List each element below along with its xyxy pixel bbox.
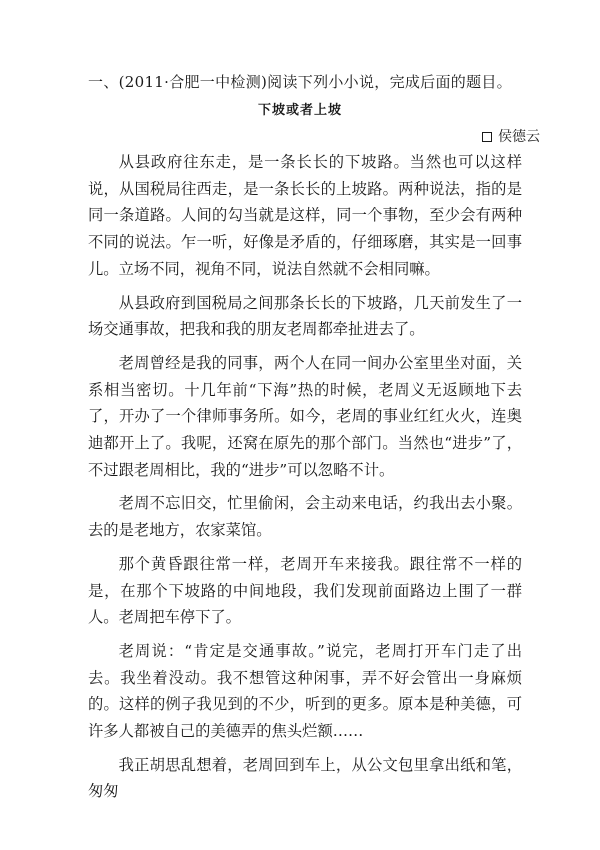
paragraph: 我正胡思乱想着，老周回到车上，从公文包里拿出纸和笔，匆匆 (88, 755, 522, 801)
question-heading: 一、(2011·合肥一中检测)阅读下列小小说，完成后面的题目。 (88, 73, 512, 91)
paragraph: 从县政府往东走，是一条长长的下坡路。当然也可以这样说，从国税局往西走，是一条长长的上坡路。两种说法，指的是同一条道路。人间的勾当就是这样，同一个事物，至少会有两种不同的说法。乍一听，好像是矛盾的，仔细琢磨，其实是一回事儿。立场不同，视角不同，说法自然就不会相同嘛。 (88, 153, 522, 278)
story-title: 下坡或者上坡 (257, 103, 342, 118)
paragraph: 老周不忘旧交，忙里偷闲，会主动来电话，约我出去小聚。去的是老地方，农家菜馆。 (88, 494, 522, 540)
author-line (482, 126, 540, 148)
paragraph: 老周曾经是我的同事，两个人在同一间办公室里坐对面，关系相当密切。十几年前“下海”热的时候，老周义无返顾地下去了，开办了一个律师事务所。如今，老周的事业红红火火，连奥迪都开上了。我呢，还窝在原先的那个部门。当然也“进步”了，不过跟老周相比，我的“进步”可以忽略不计。 (88, 353, 522, 479)
paragraph: 从县政府到国税局之间那条长长的下坡路，几天前发生了一场交通事故，把我和我的朋友老周都牵扯进去了。 (88, 293, 522, 339)
paragraph: 那个黄昏跟往常一样，老周开车来接我。跟往常不一样的是，在那个下坡路的中间地段，我们发现前面路边上围了一群人。老周把车停下了。 (88, 554, 522, 627)
author-name: 侯德云 (498, 129, 540, 145)
square-box-icon (482, 132, 492, 142)
story-body (88, 149, 522, 812)
paragraph: 老周说：“肯定是交通事故。”说完，老周打开车门走了出去。我坐着没动。我不想管这种闲事，弄不好会管出一身麻烦的。这样的例子我见到的不少，听到的更多。原本是种美德，可许多人都被自己的美德弄的焦头烂额…… (88, 641, 522, 741)
